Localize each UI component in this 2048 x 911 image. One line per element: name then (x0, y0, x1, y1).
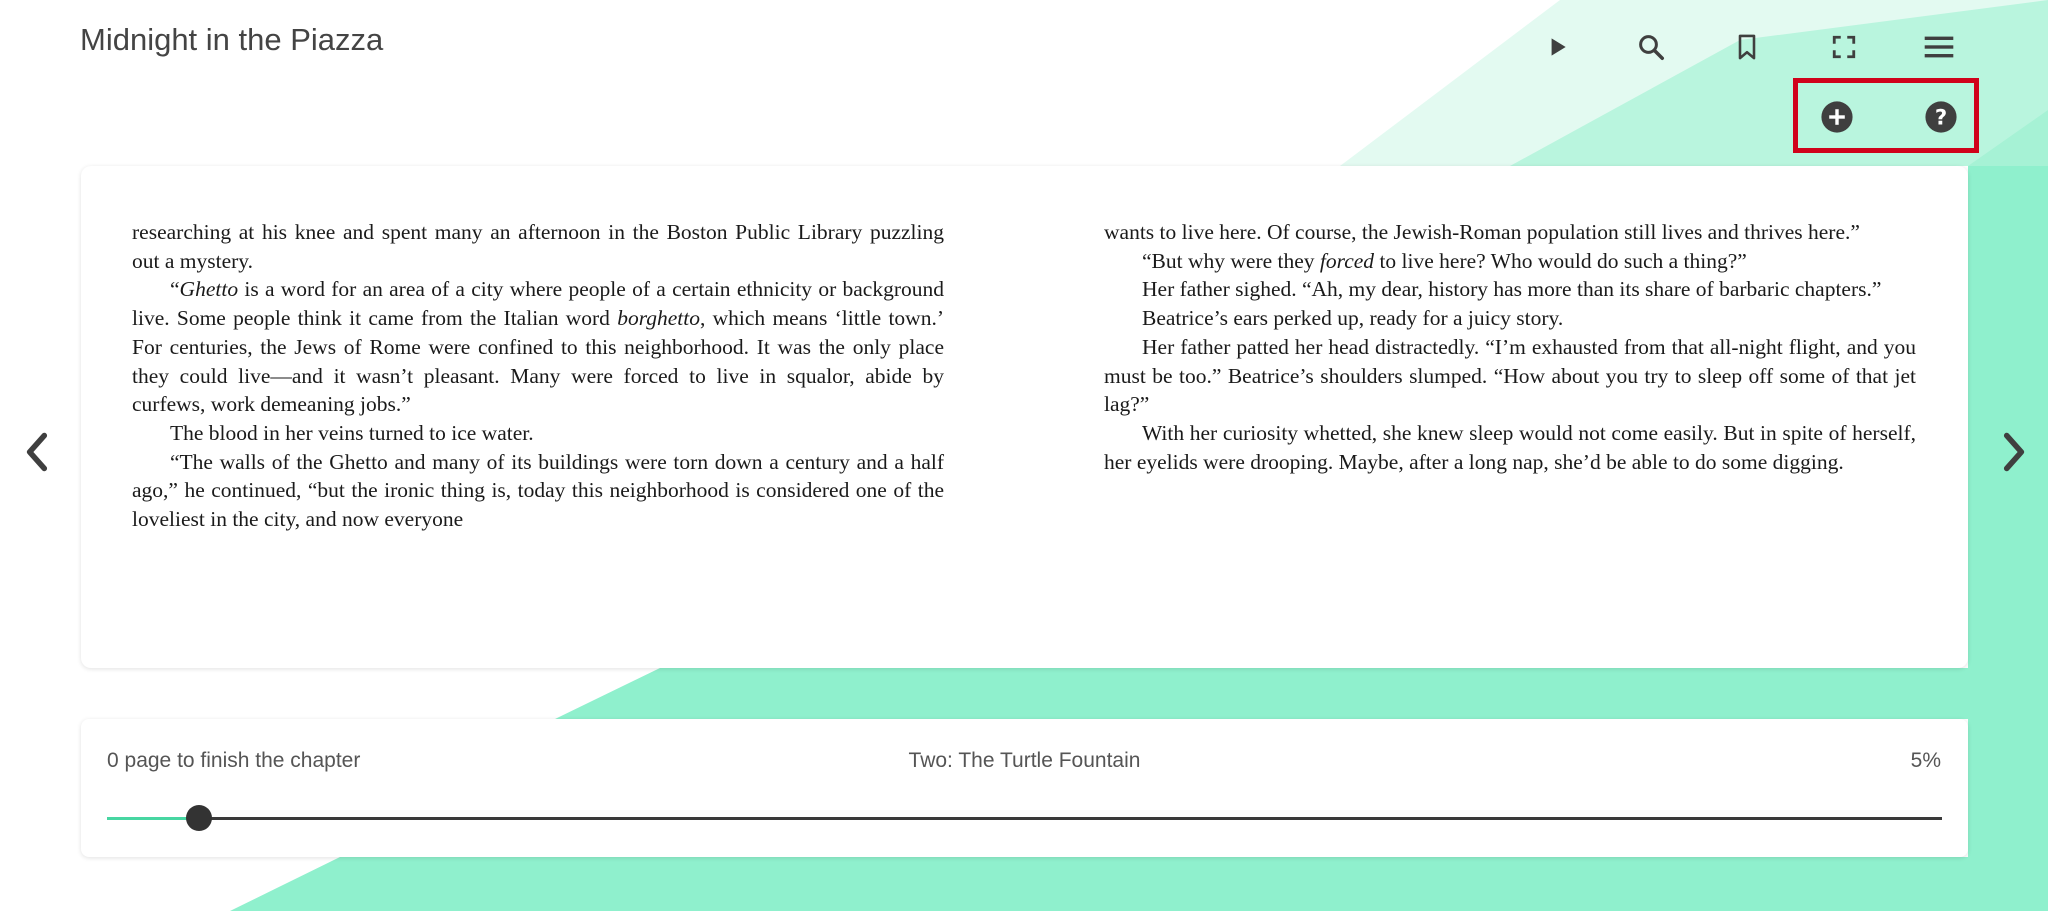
chapter-name: Two: The Turtle Fountain (908, 749, 1141, 772)
paragraph: Her father patted her head distractedly. “I’m exhausted from that all-night flight, and you must be too.” Beatrice’s shoulders slumped. “How about you try to sleep off some of that jet lag?” (1104, 334, 1916, 417)
play-icon (1544, 34, 1570, 60)
progress-panel (81, 719, 1968, 857)
menu-icon (1923, 34, 1955, 60)
left-page (132, 218, 944, 534)
progress-slider-thumb[interactable] (186, 805, 212, 831)
bookmark-button[interactable] (1719, 19, 1775, 75)
book-title: Midnight in the Piazza (80, 22, 384, 57)
paragraph: “The walls of the Ghetto and many of its buildings were torn down a century and a half ago,” he continued, “but the ironic thing is, today this neighborhood is considered one of the loveliest in the city, and now everyone (132, 449, 944, 532)
previous-page-button[interactable] (13, 424, 61, 480)
search-icon (1636, 32, 1666, 62)
paragraph: Beatrice’s ears perked up, ready for a juicy story. (1142, 306, 1564, 331)
next-page-button[interactable] (1990, 424, 2038, 480)
fullscreen-button[interactable] (1816, 19, 1872, 75)
paragraph: Her father sighed. “Ah, my dear, history has more than its share of barbaric chapters.” (1142, 277, 1882, 302)
paragraph: The blood in her veins turned to ice water. (170, 420, 534, 445)
chevron-right-icon (1998, 430, 2030, 474)
search-button[interactable] (1623, 19, 1679, 75)
paragraph: “Ghetto is a word for an area of a city where people of a certain ethnicity or background live. Some people think it came from the Italian word borghetto, which means ‘little town.’ For centuries, the Jews of Rome were confined to this neighborhood. It was the only place they could live—and it wasn’t pleasant. Many were forced to live in squalor, abide by curfews, work demeaning jobs.” (132, 277, 944, 417)
page-card (81, 166, 1968, 668)
play-button[interactable] (1529, 19, 1585, 75)
paragraph: wants to live here. Of course, the Jewish-Roman population still lives and thrives here.” (1104, 220, 1860, 244)
pages-left-text: 0 page to finish the chapter (107, 749, 361, 772)
fullscreen-icon (1831, 34, 1857, 60)
menu-button[interactable] (1911, 19, 1967, 75)
right-page (1104, 218, 1916, 476)
highlight-box (1793, 78, 1979, 153)
svg-text:?: ? (1934, 105, 1948, 131)
paragraph: “But why were they forced to live here? Who would do such a thing?” (1142, 248, 1747, 273)
progress-percent: 5% (1910, 749, 1941, 772)
bookmark-icon (1733, 32, 1761, 62)
progress-slider[interactable] (107, 817, 1942, 820)
paragraph: With her curiosity whetted, she knew sleep would not come easily. But in spite of herself, her eyelids were drooping. Maybe, after a long nap, she’d be able to do some digging. (1104, 420, 1916, 474)
chevron-left-icon (21, 430, 53, 474)
paragraph: researching at his knee and spent many an afternoon in the Boston Public Library puzzling out a mystery. (132, 220, 944, 273)
